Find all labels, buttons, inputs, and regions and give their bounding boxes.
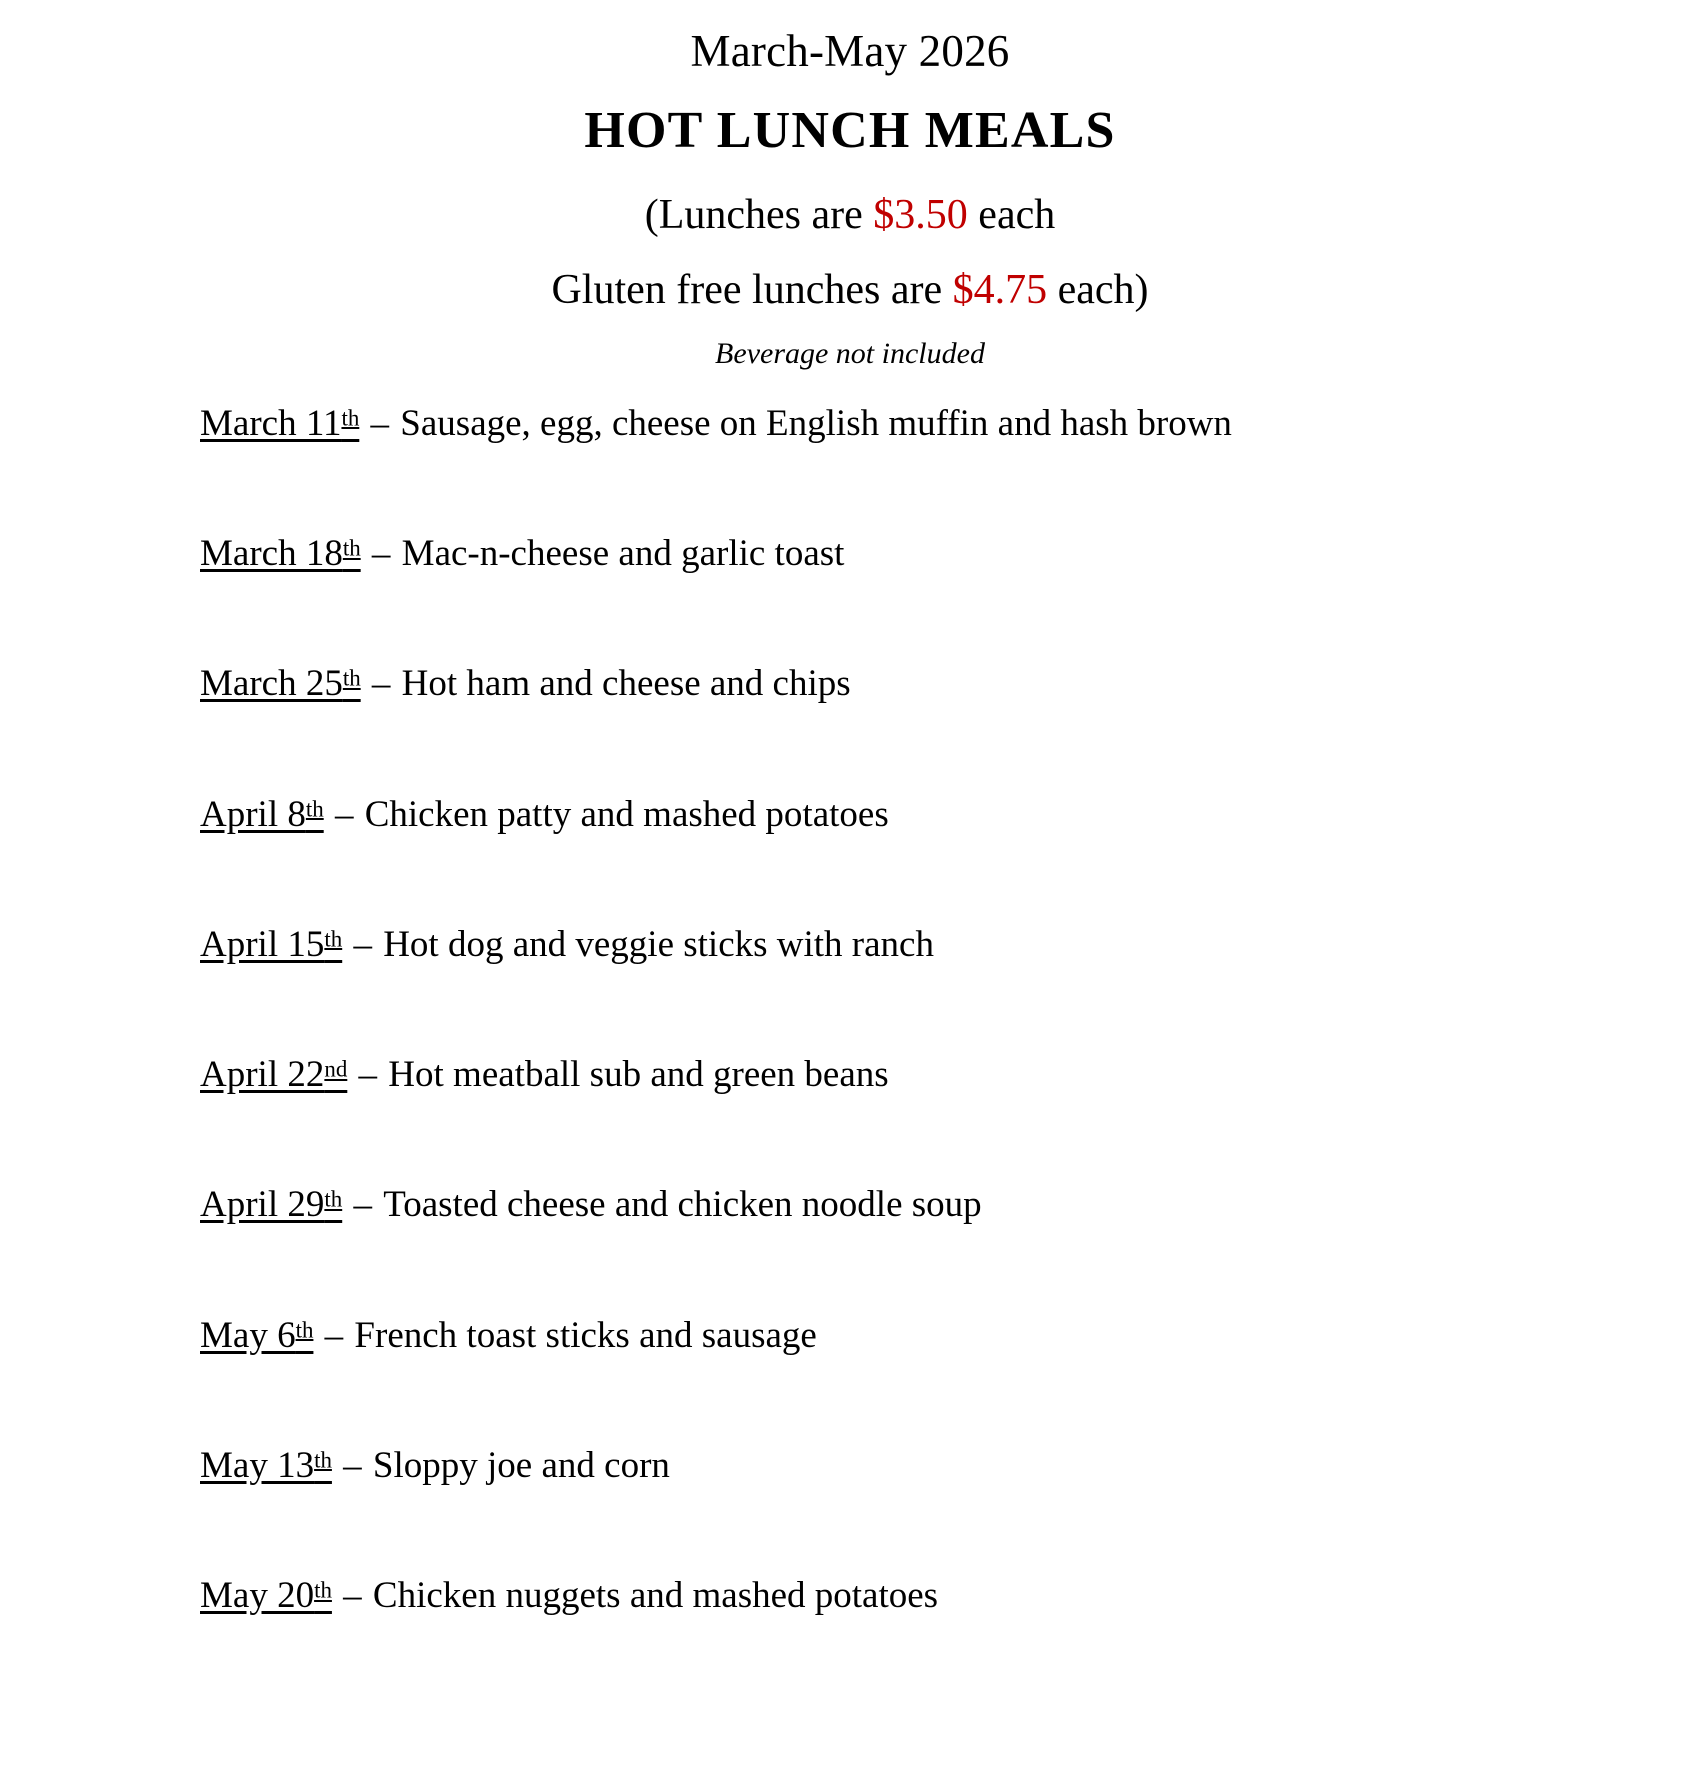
menu-date-ordinal: th: [342, 535, 361, 561]
menu-date: [200, 794, 324, 835]
menu-date-ordinal: th: [341, 405, 360, 431]
price-line-gluten-free: [0, 265, 1700, 315]
menu-date-ordinal: th: [324, 1186, 343, 1212]
menu-date: [200, 1575, 332, 1616]
menu-description: Hot meatball sub and green beans: [388, 1054, 889, 1096]
document-header: [0, 0, 1700, 371]
list-item: [0, 401, 1700, 447]
menu-separator: –: [315, 1314, 353, 1356]
price-standard-prefix: (Lunches are: [644, 192, 874, 239]
menu-description: Chicken nuggets and mashed potatoes: [372, 1575, 939, 1617]
menu-separator: –: [349, 1054, 387, 1096]
price-gluten-free-suffix: each): [1047, 266, 1149, 313]
menu-separator: –: [361, 402, 399, 444]
menu-separator: –: [344, 1184, 382, 1226]
menu-date-ordinal: th: [314, 1447, 332, 1473]
list-item: [0, 922, 1700, 968]
menu-list: [0, 401, 1700, 1620]
price-standard-suffix: each: [967, 192, 1056, 239]
menu-date-text: March 11: [200, 402, 342, 444]
menu-date: [200, 1184, 342, 1225]
menu-date-text: March 18: [200, 533, 343, 575]
menu-date-text: May 6: [200, 1314, 296, 1356]
list-item: [0, 1182, 1700, 1228]
price-standard-amount: $3.50: [873, 192, 968, 239]
menu-date-ordinal: th: [324, 926, 343, 952]
menu-date-text: May 20: [200, 1575, 315, 1617]
price-line-standard: [0, 190, 1700, 240]
menu-date-ordinal: th: [305, 796, 324, 822]
menu-date-text: May 13: [200, 1444, 315, 1486]
menu-date: [200, 403, 359, 444]
menu-date: [200, 533, 361, 574]
menu-date-ordinal: th: [295, 1317, 314, 1343]
menu-separator: –: [344, 923, 382, 965]
menu-description: Sloppy joe and corn: [372, 1444, 670, 1486]
menu-date-ordinal: th: [314, 1577, 332, 1603]
menu-date-ordinal: th: [342, 665, 361, 691]
price-gluten-free-amount: $4.75: [952, 266, 1048, 313]
menu-description: Toasted cheese and chicken noodle soup: [383, 1184, 982, 1226]
menu-date-text: April 8: [200, 793, 306, 835]
menu-date: [200, 663, 361, 704]
menu-description: Mac-n-cheese and garlic toast: [401, 533, 845, 575]
beverage-note: Beverage not included: [715, 336, 985, 370]
menu-date-text: April 29: [200, 1184, 325, 1226]
list-item: [0, 661, 1700, 707]
menu-description: Hot ham and cheese and chips: [401, 663, 851, 705]
list-item: [0, 1443, 1700, 1489]
menu-separator: –: [333, 1444, 371, 1486]
menu-description: Sausage, egg, cheese on English muffin and hash brown: [400, 402, 1232, 444]
menu-date-ordinal: nd: [324, 1056, 348, 1082]
menu-separator: –: [362, 663, 400, 705]
menu-date-text: April 22: [200, 1054, 325, 1096]
menu-separator: –: [325, 793, 363, 835]
menu-description: French toast sticks and sausage: [354, 1314, 817, 1356]
menu-date-text: April 15: [200, 923, 325, 965]
menu-date-text: March 25: [200, 663, 343, 705]
page-title: HOT LUNCH MEALS: [584, 101, 1116, 159]
menu-date: [200, 1315, 313, 1356]
menu-date: [200, 1445, 332, 1486]
list-item: [0, 792, 1700, 838]
menu-separator: –: [333, 1575, 371, 1617]
menu-description: Chicken patty and mashed potatoes: [364, 793, 889, 835]
menu-separator: –: [362, 533, 400, 575]
menu-date: [200, 1054, 347, 1095]
price-gluten-free-prefix: Gluten free lunches are: [551, 266, 953, 313]
list-item: [0, 531, 1700, 577]
list-item: [0, 1573, 1700, 1619]
menu-description: Hot dog and veggie sticks with ranch: [383, 923, 934, 965]
document-period: March-May 2026: [690, 26, 1010, 76]
menu-date: [200, 924, 342, 965]
list-item: [0, 1313, 1700, 1359]
list-item: [0, 1052, 1700, 1098]
